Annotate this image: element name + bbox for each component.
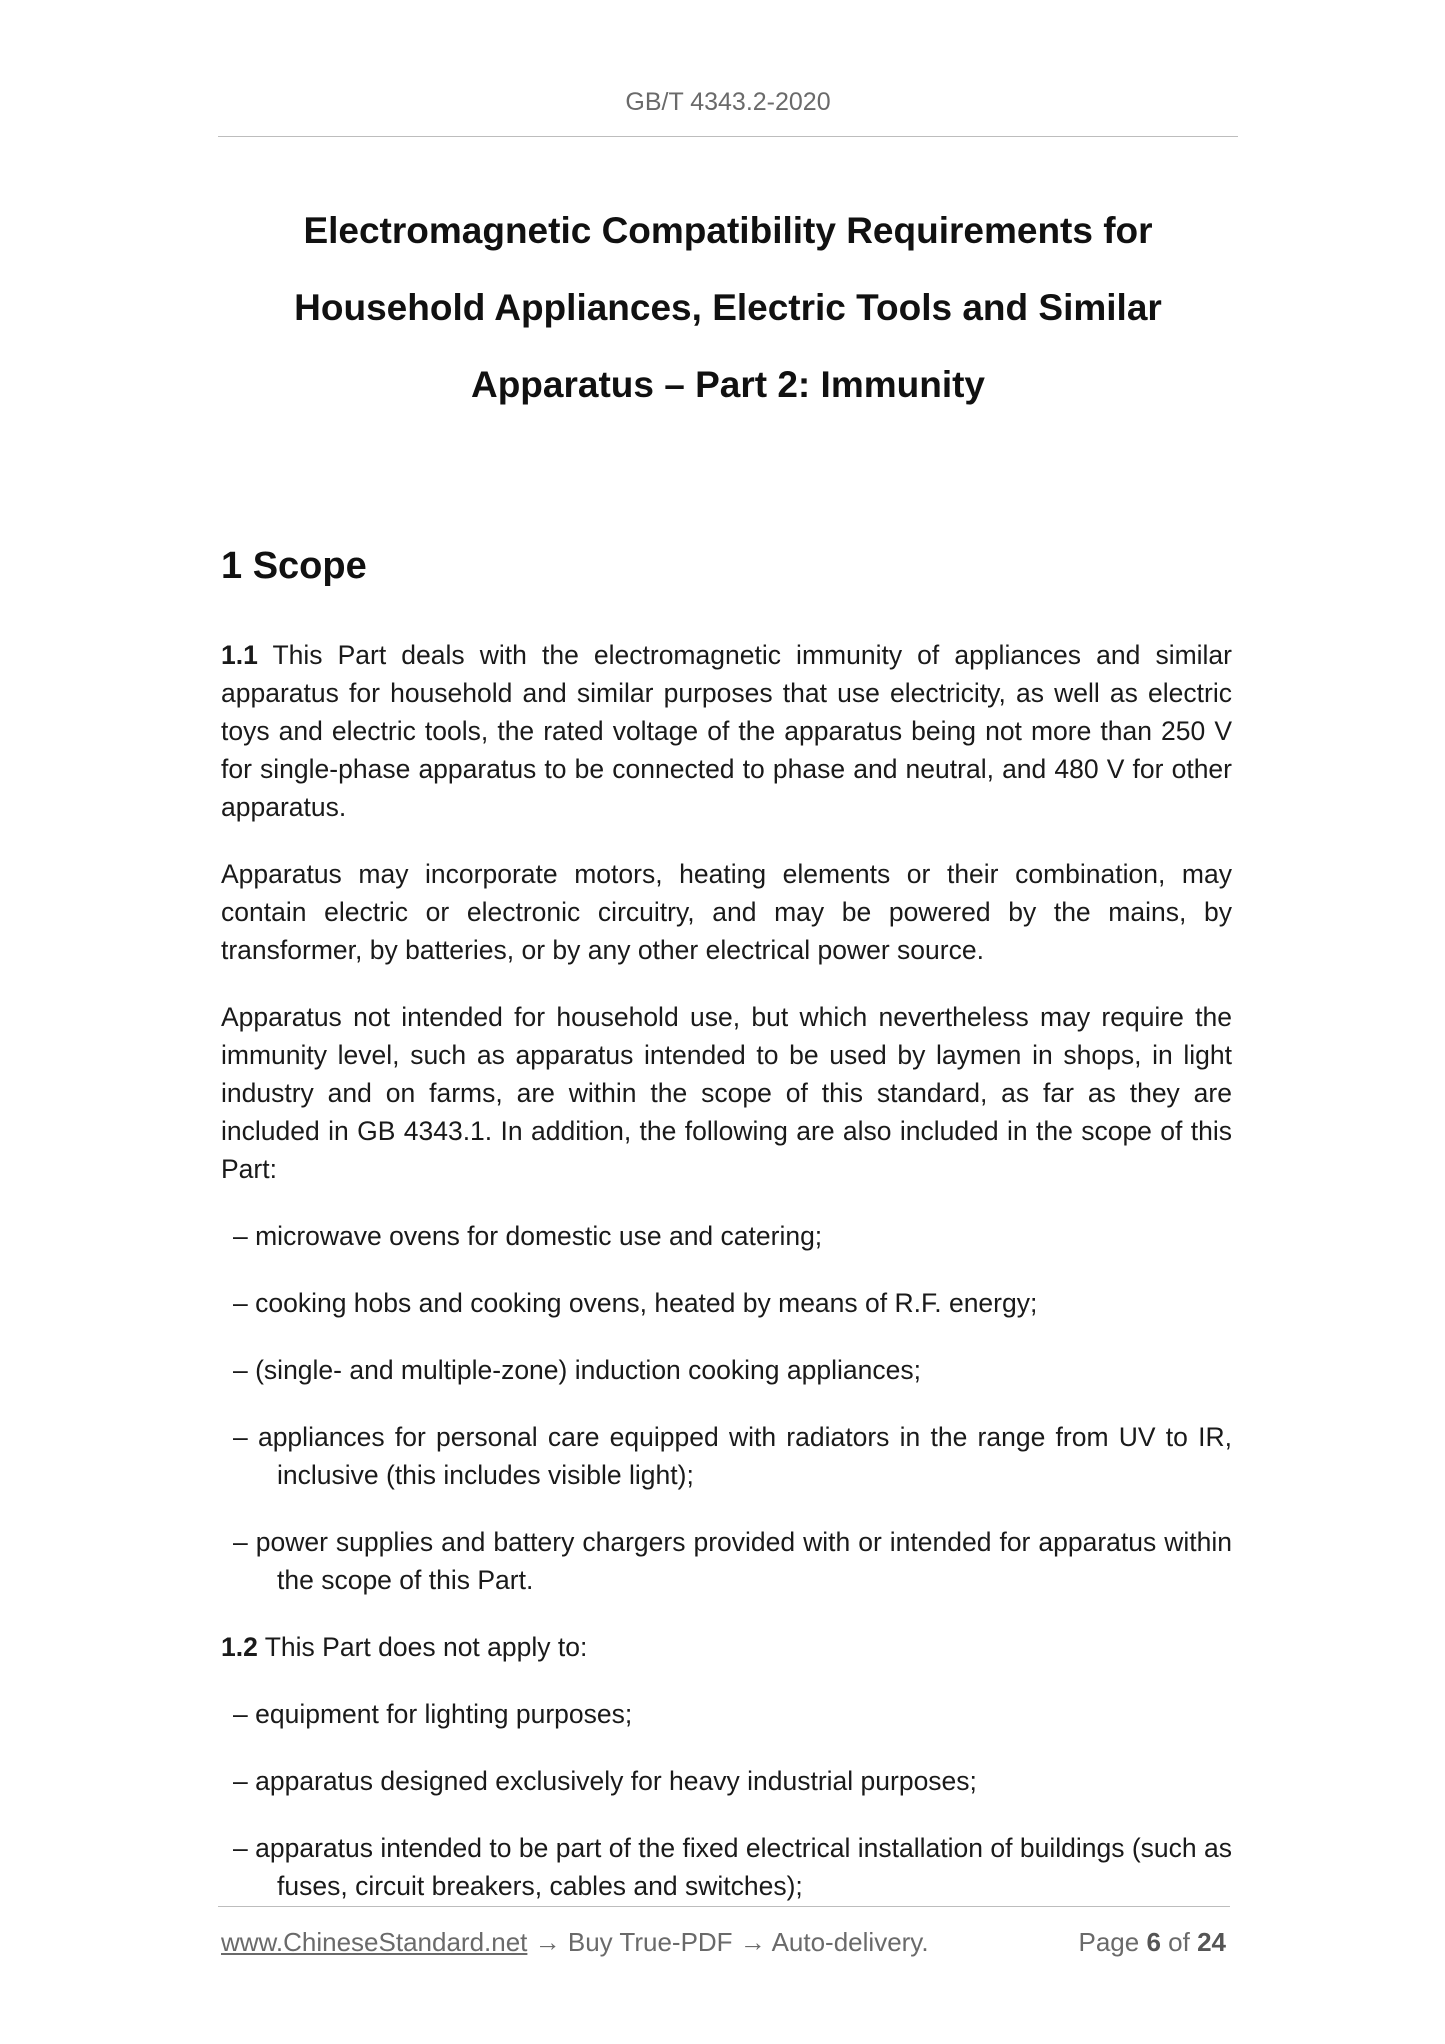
clause-text: This Part deals with the electromagnetic immunity of appliances and similar apparatus for household and similar purposes that use electricity, as well as electric toys and electric tools, the rated voltage of the apparatus being not more than 250 V for single-phase apparatus to be connected to phase and neutral, and 480 V for other apparatus. — [221, 640, 1232, 822]
website-link[interactable]: www.ChineseStandard.net — [221, 1927, 528, 1957]
list-item: – apparatus designed exclusively for heavy industrial purposes; — [233, 1766, 977, 1796]
page-number — [1078, 1924, 1226, 1960]
clause-1-2-paragraph — [221, 1628, 1232, 1666]
header-standard-code: GB/T 4343.2-2020 — [625, 88, 831, 116]
list-item: – cooking hobs and cooking ovens, heated by means of R.F. energy; — [233, 1288, 1038, 1318]
page-footer — [221, 1924, 1226, 1960]
title-line-3: Apparatus – Part 2: Immunity — [470, 364, 985, 405]
list-item: – equipment for lighting purposes; — [233, 1699, 633, 1729]
section-heading-scope: 1 Scope — [221, 545, 367, 587]
page-label: Page — [1078, 1927, 1140, 1957]
list-item: – appliances for personal care equipped with radiators in the range from UV to IR, inclusive (this includes visible light); — [233, 1422, 1232, 1490]
footer-tagline: → Buy True-PDF → Auto-delivery. — [527, 1927, 929, 1957]
header-divider — [218, 136, 1238, 137]
clause-1-1-paragraph — [221, 636, 1232, 826]
footer-divider — [218, 1906, 1230, 1907]
clause-text: This Part does not apply to: — [264, 1632, 588, 1662]
clause-1-1-paragraph-2: Apparatus may incorporate motors, heating elements or their combination, may contain electric or electronic circuitry, and may be powered by the mains, by transformer, by batteries, or by any other electrical power source. — [221, 859, 1232, 965]
clause-number: 1.1 — [221, 640, 258, 670]
list-item: – (single- and multiple-zone) induction cooking appliances; — [233, 1355, 921, 1385]
clause-1-1-paragraph-3: Apparatus not intended for household use, but which nevertheless may require the immunity level, such as apparatus intended to be used by laymen in shops, in light industry and on farms, are within the scope of this standard, as far as they are included in GB 4343.1. In addition, the following are also included in the scope of this Part: — [221, 1002, 1232, 1184]
clause-number: 1.2 — [221, 1632, 258, 1662]
page-current: 6 — [1146, 1927, 1161, 1957]
list-item: – power supplies and battery chargers provided with or intended for apparatus within the scope of this Part. — [233, 1527, 1232, 1595]
document-body — [221, 636, 1232, 1934]
list-item: – apparatus intended to be part of the fixed electrical installation of buildings (such as fuses, circuit breakers, cables and switches); — [233, 1833, 1232, 1901]
page-of-label: of — [1168, 1927, 1190, 1957]
page-total: 24 — [1197, 1927, 1226, 1957]
title-line-2: Household Appliances, Electric Tools and Similar — [294, 287, 1162, 328]
title-line-1: Electromagnetic Compatibility Requirements for — [303, 210, 1153, 251]
list-item: – microwave ovens for domestic use and catering; — [233, 1221, 823, 1251]
document-title — [218, 192, 1238, 423]
